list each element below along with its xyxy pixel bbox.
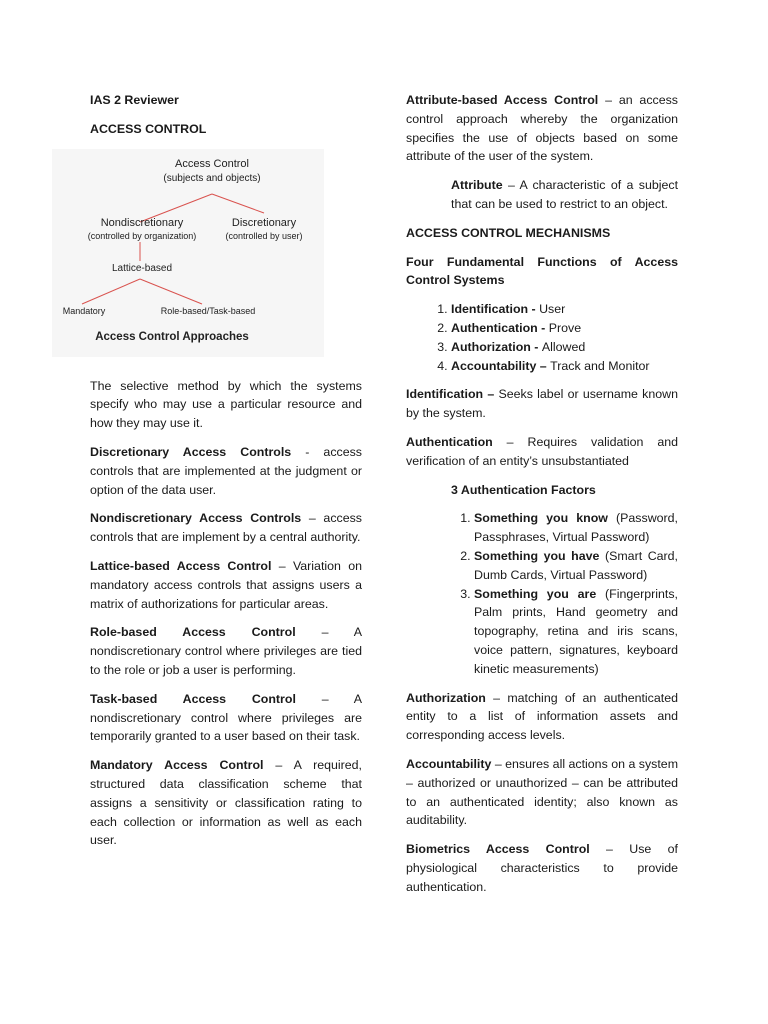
definition-paragraph: Mandatory Access Control – A required, structured data classification scheme that assigns a sensitivity or classification rating to each collection or information as well as each user. bbox=[90, 758, 362, 848]
definition-text: A required, structured data classification scheme that assigns a sensitivity or classification rating to each collection or information as well as each user. bbox=[90, 758, 362, 848]
factors-list bbox=[406, 509, 678, 678]
abac-definition: Attribute-based Access Control – an access control approach whereby the organization specifies the use of objects based on some attribute of the user of the system. bbox=[406, 93, 678, 164]
function-item: 4. Accountability – Track and Monitor bbox=[451, 357, 678, 376]
definition-paragraph: Discretionary Access Controls - access controls that are implemented at the judgment or option of the data user. bbox=[90, 444, 362, 497]
intro-paragraph: The selective method by which the systems specify who may use a particular resource and how they may use it. bbox=[90, 378, 362, 431]
functions-list bbox=[406, 300, 678, 375]
section-title-mechanisms: ACCESS CONTROL MECHANISMS bbox=[406, 225, 611, 240]
identification-definition: Identification – Seeks label or username known by the system. bbox=[406, 387, 678, 421]
authentication-definition: Authentication – Requires validation and verification of an entity’s unsubstantiated bbox=[406, 434, 678, 468]
function-item: 2. Authentication - Prove bbox=[451, 319, 678, 338]
function-item: 1. Identification - User bbox=[451, 300, 678, 319]
definition-text: A nondiscretionary control where privileges are tied to the role or job a user is performing. bbox=[90, 625, 362, 677]
definition-term: Attribute-based Access Control bbox=[406, 93, 599, 107]
diagram-nondiscretionary-sublabel: (controlled by organization) bbox=[87, 230, 197, 241]
line-lattice-mandatory bbox=[82, 279, 140, 304]
four-functions-title: Four Fundamental Functions of Access Control Systems bbox=[406, 254, 678, 288]
definition-term: Lattice-based Access Control bbox=[90, 558, 272, 573]
definition-term: Role-based Access Control bbox=[90, 625, 296, 640]
definition-text: access controls that are implement by a central authority. bbox=[90, 511, 362, 545]
diagram-lattice-label: Lattice-based bbox=[111, 262, 173, 274]
accountability-definition: Accountability – ensures all actions on a system – authorized or unauthorized – can be attributed to an authenticated identity; also known as auditability. bbox=[406, 756, 679, 828]
factor-item: 1. Something you know (Password, Passphrases, Virtual Password) bbox=[474, 509, 678, 547]
definition-paragraph: Lattice-based Access Control – Variation on mandatory access controls that assigns users a matrix of authorizations for particular areas. bbox=[90, 558, 362, 611]
biometrics-definition: Biometrics Access Control – Use of physiological characteristics to provide authentication. bbox=[406, 842, 678, 894]
document-title: IAS 2 Reviewer bbox=[90, 93, 179, 107]
function-item: 3. Authorization - Allowed bbox=[451, 338, 678, 357]
diagram-mandatory-label: Mandatory bbox=[62, 305, 106, 316]
definition-paragraph: Role-based Access Control – A nondiscretionary control where privileges are tied to the role or job a user is performing. bbox=[90, 625, 362, 677]
definition-text: A nondiscretionary control where privileges are temporarily granted to a user based on their task. bbox=[90, 691, 362, 744]
definition-text: access controls that are implemented at the judgment or option of the data user. bbox=[90, 444, 362, 497]
diagram-caption: Access Control Approaches bbox=[95, 330, 249, 343]
attribute-definition: Attribute – A characteristic of a subject that can be used to restrict to an object. bbox=[451, 178, 679, 211]
factor-item: 2. Something you have (Smart Card, Dumb Cards, Virtual Password) bbox=[474, 547, 678, 585]
diagram-discretionary-label: Discretionary bbox=[231, 216, 297, 229]
definition-text: A characteristic of a subject that can be used to restrict to an object. bbox=[451, 178, 679, 211]
definition-term: Mandatory Access Control bbox=[90, 758, 264, 773]
definition-term: Task-based Access Control bbox=[90, 691, 296, 706]
definition-paragraph: Task-based Access Control – A nondiscretionary control where privileges are temporarily granted to a user based on their task. bbox=[90, 691, 362, 744]
diagram-nondiscretionary-label: Nondiscretionary bbox=[100, 216, 184, 229]
diagram-discretionary-sublabel: (controlled by user) bbox=[225, 230, 303, 241]
access-control-diagram bbox=[52, 149, 324, 357]
left-column bbox=[62, 91, 362, 860]
definition-term: Discretionary Access Controls bbox=[90, 444, 292, 459]
authorization-definition: Authorization – matching of an authenticated entity to a list of information assets and corresponding access levels. bbox=[406, 690, 678, 743]
line-root-disc bbox=[212, 194, 264, 213]
definition-text: an access control approach whereby the organization specifies the use of objects based on some attribute of the user of the system. bbox=[406, 93, 678, 164]
definition-paragraph: Nondiscretionary Access Controls – access controls that are implement by a central authority. bbox=[90, 511, 362, 545]
definition-text: Variation on mandatory access controls that assigns users a matrix of authorizations for particular areas. bbox=[90, 558, 362, 611]
authentication-factors-title: 3 Authentication Factors bbox=[451, 482, 596, 497]
definition-term: Nondiscretionary Access Controls bbox=[90, 511, 302, 526]
factor-item: 3. Something you are (Fingerprints, Palm prints, Hand geometry and topography, retina and iris scans, voice pattern, signatures, keyboard kinetic measurements) bbox=[474, 585, 678, 679]
left-definitions bbox=[90, 443, 362, 850]
diagram-root-label: Access Control bbox=[175, 157, 249, 170]
section-title-access-control: ACCESS CONTROL bbox=[90, 121, 207, 136]
definition-term: Attribute bbox=[451, 178, 503, 193]
right-column bbox=[406, 91, 678, 906]
diagram-role-task-label: Role-based/Task-based bbox=[160, 305, 256, 316]
line-lattice-roletask bbox=[140, 279, 202, 304]
diagram-root-sublabel: (subjects and objects) bbox=[163, 172, 261, 184]
